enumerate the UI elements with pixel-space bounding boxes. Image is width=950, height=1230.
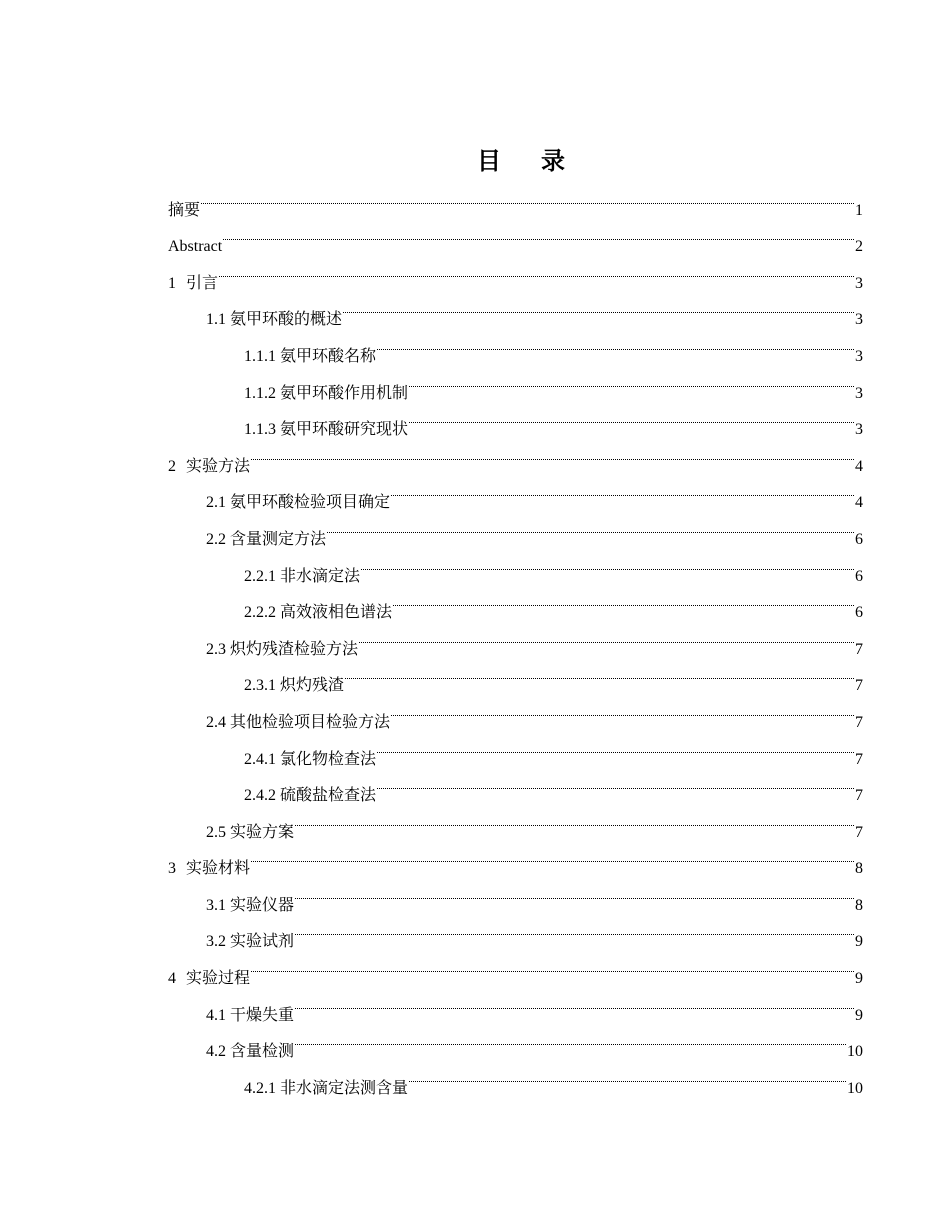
toc-entry-page-number: 3	[855, 421, 863, 439]
toc-entry-number: 4.2	[206, 1043, 226, 1061]
toc-entry-label: 干燥失重	[230, 1006, 295, 1024]
toc-entry-number: 2.4	[206, 713, 226, 731]
toc-entry[interactable]	[168, 215, 863, 256]
toc-entry-label: 实验方法	[186, 457, 251, 475]
toc-dot-leader	[295, 873, 854, 910]
toc-entry-label: 炽灼残渣检验方法	[230, 640, 359, 658]
toc-entry[interactable]	[168, 471, 863, 512]
toc-entry-label: 非水滴定法	[280, 567, 361, 585]
toc-dot-leader	[359, 617, 854, 654]
toc-dot-leader	[295, 1020, 846, 1057]
toc-entry-label: 实验材料	[186, 860, 251, 878]
toc-entry-number: 2.3	[206, 640, 226, 658]
toc-entry-page-number: 7	[855, 640, 863, 658]
toc-title-left: 目	[477, 147, 501, 175]
toc-entry-page-number: 9	[855, 1006, 863, 1024]
toc-entry-page-number: 8	[855, 896, 863, 914]
toc-entry-page-number: 9	[855, 933, 863, 951]
toc-dot-leader	[345, 654, 854, 691]
toc-entry-number: 2.3.1	[244, 677, 276, 695]
toc-entry-number: 2.5	[206, 823, 226, 841]
toc-entry-number: 2.2	[206, 530, 226, 548]
toc-entry-page-number: 9	[855, 970, 863, 988]
toc-entry-label: 含量测定方法	[230, 530, 327, 548]
toc-entry-page-number: 7	[855, 677, 863, 695]
toc-entry[interactable]	[168, 434, 863, 475]
toc-entry-page-number: 6	[855, 567, 863, 585]
toc-entry-label: 引言	[186, 274, 219, 292]
toc-entry-page-number: 7	[855, 823, 863, 841]
toc-entry-number: 2.2.1	[244, 567, 276, 585]
toc-entry-label: 含量检测	[230, 1043, 295, 1061]
toc-entry-label: 氨甲环酸名称	[280, 347, 377, 365]
toc-dot-leader	[361, 544, 854, 581]
toc-entry-page-number: 10	[847, 1079, 863, 1097]
toc-entry-page-number: 4	[855, 494, 863, 512]
toc-entry-page-number: 3	[855, 274, 863, 292]
toc-dot-leader	[391, 471, 854, 508]
toc-entry-label: 氨甲环酸研究现状	[280, 421, 409, 439]
toc-entry-label: 高效液相色谱法	[280, 604, 393, 622]
toc-dot-leader	[223, 215, 854, 252]
toc-entry-label: 其他检验项目检验方法	[230, 713, 391, 731]
toc-entry-number: 4.1	[206, 1006, 226, 1024]
toc-entry-page-number: 3	[855, 347, 863, 365]
toc-entry-number: 2.1	[206, 494, 226, 512]
toc-dot-leader	[219, 251, 854, 288]
toc-entry-number: 2	[168, 457, 176, 475]
toc-entry-number: 1.1	[206, 311, 226, 329]
toc-entry-label: 非水滴定法测含量	[280, 1079, 409, 1097]
toc-dot-leader	[409, 361, 854, 398]
toc-dot-leader	[327, 507, 854, 544]
toc-entry-page-number: 7	[855, 787, 863, 805]
toc-entry[interactable]	[168, 178, 863, 219]
toc-entry-page-number: 8	[855, 860, 863, 878]
toc-dot-leader	[409, 398, 854, 435]
toc-entry-label: 实验过程	[186, 970, 251, 988]
toc-entry-label: 实验仪器	[230, 896, 295, 914]
toc-entry-page-number: 7	[855, 713, 863, 731]
toc-entry[interactable]	[168, 251, 863, 292]
toc-entry-number: 4	[168, 970, 176, 988]
toc-entry-number: 4.2.1	[244, 1079, 276, 1097]
toc-entry-label: 氨甲环酸的概述	[230, 311, 343, 329]
toc-entry-label: 氯化物检查法	[280, 750, 377, 768]
toc-title	[46, 141, 950, 181]
toc-dot-leader	[377, 727, 854, 764]
toc-entry-page-number: 3	[855, 384, 863, 402]
toc-entry-page-number: 10	[847, 1043, 863, 1061]
toc-dot-leader	[409, 1056, 846, 1093]
toc-entry[interactable]	[168, 946, 863, 988]
toc-entry-label: 摘要	[168, 201, 201, 219]
toc-dot-leader	[201, 178, 854, 215]
toc-entry-number: 2.2.2	[244, 604, 276, 622]
toc-entry-number: 1.1.3	[244, 421, 276, 439]
toc-entry-page-number: 2	[855, 238, 863, 256]
toc-entry-page-number: 1	[855, 201, 863, 219]
toc-entry-label: 炽灼残渣	[280, 677, 345, 695]
toc-entry-number: 2.4.2	[244, 787, 276, 805]
toc-entry-label: 硫酸盐检查法	[280, 787, 377, 805]
toc-dot-leader	[393, 581, 854, 618]
toc-entry-label: 氨甲环酸检验项目确定	[230, 494, 391, 512]
toc-entry-page-number: 6	[855, 604, 863, 622]
toc-entry-page-number: 6	[855, 530, 863, 548]
toc-title-right: 录	[541, 147, 565, 175]
toc-entry-page-number: 4	[855, 457, 863, 475]
toc-entry-number: 3.2	[206, 933, 226, 951]
toc-dot-leader	[251, 946, 854, 983]
toc-list	[168, 178, 863, 1097]
toc-dot-leader	[377, 764, 854, 801]
toc-entry-label: Abstract	[168, 238, 223, 256]
toc-entry-label: 氨甲环酸作用机制	[280, 384, 409, 402]
toc-entry[interactable]	[168, 837, 863, 878]
toc-entry-number: 1.1.2	[244, 384, 276, 402]
toc-entry[interactable]	[168, 873, 863, 914]
toc-entry-label: 实验方案	[230, 823, 295, 841]
toc-entry-page-number: 3	[855, 311, 863, 329]
toc-entry-number: 3.1	[206, 896, 226, 914]
toc-dot-leader	[251, 434, 854, 471]
toc-entry-number: 1	[168, 274, 176, 292]
toc-dot-leader	[251, 837, 854, 874]
toc-entry-number: 2.4.1	[244, 750, 276, 768]
toc-entry-number: 1.1.1	[244, 347, 276, 365]
toc-entry[interactable]	[168, 288, 863, 329]
toc-dot-leader	[295, 910, 854, 947]
toc-dot-leader	[391, 690, 854, 727]
toc-entry[interactable]	[168, 983, 863, 1024]
toc-entry-label: 实验试剂	[230, 933, 295, 951]
toc-dot-leader	[377, 324, 854, 361]
toc-entry-page-number: 7	[855, 750, 863, 768]
toc-dot-leader	[295, 983, 854, 1020]
toc-entry-number: 3	[168, 860, 176, 878]
toc-dot-leader	[295, 800, 854, 837]
toc-dot-leader	[343, 288, 854, 325]
